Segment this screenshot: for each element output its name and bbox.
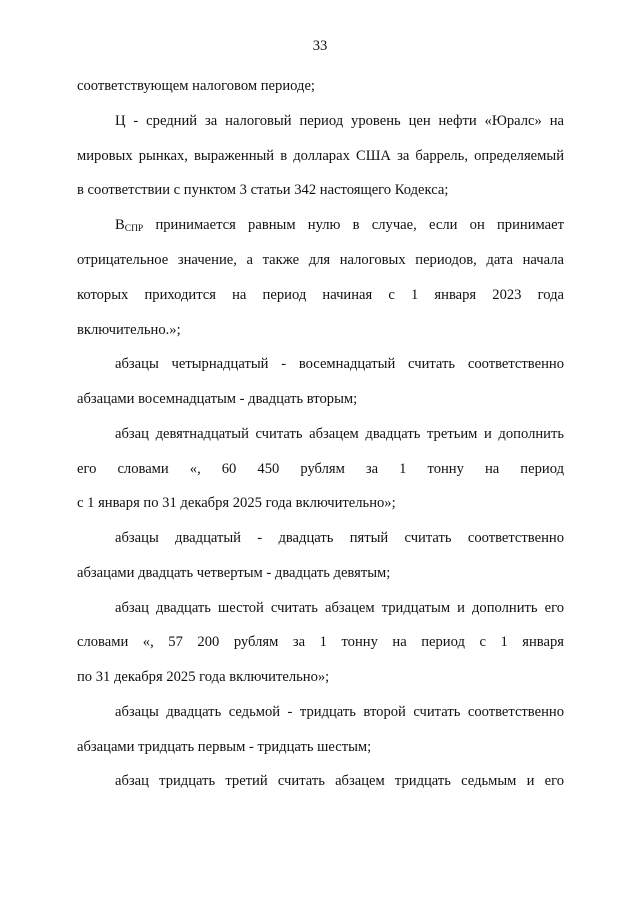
text-line: отрицательное значение, а также для налоговых периодов, дата начала <box>77 252 564 268</box>
text-line: абзац двадцать шестой считать абзацем тридцатым и дополнить его <box>115 600 564 616</box>
text-line: по 31 декабря 2025 года включительно»; <box>77 669 330 685</box>
text-line: абзац тридцать третий считать абзацем тридцать седьмым и его <box>115 773 564 789</box>
text-segment: принимается равным нулю в случае, если он принимает <box>143 217 564 233</box>
text-line: мировых рынках, выраженный в долларах США за баррель, определяемый <box>77 148 564 164</box>
text-line: абзацами двадцать четвертым - двадцать девятым; <box>77 565 391 581</box>
text-line: Ц - средний за налоговый период уровень цен нефти «Юралс» на <box>115 113 564 129</box>
text-line: абзацами восемнадцатым - двадцать вторым; <box>77 391 358 407</box>
text-line <box>115 215 564 235</box>
text-line: абзацы двадцать седьмой - тридцать второй считать соответственно <box>115 704 564 720</box>
text-line: абзацы четырнадцатый - восемнадцатый считать соответственно <box>115 356 564 372</box>
text-line: соответствующем налоговом периоде; <box>77 78 315 94</box>
text-line: словами «, 57 200 рублям за 1 тонну на период с 1 января <box>77 634 564 650</box>
text-line: абзац девятнадцатый считать абзацем двадцать третьим и дополнить <box>115 426 564 442</box>
text-line: включительно.»; <box>77 322 181 338</box>
text-line: его словами «, 60 450 рублям за 1 тонну на период <box>77 461 564 477</box>
text-line: с 1 января по 31 декабря 2025 года включительно»; <box>77 495 396 511</box>
text-line: абзацами тридцать первым - тридцать шестым; <box>77 739 372 755</box>
formula-symbol: B <box>115 217 125 233</box>
text-line: в соответствии с пунктом 3 статьи 342 настоящего Кодекса; <box>77 182 449 198</box>
page-number: 33 <box>312 38 328 54</box>
text-line: которых приходится на период начиная с 1 января 2023 года <box>77 287 564 303</box>
text-line: абзацы двадцатый - двадцать пятый считать соответственно <box>115 530 564 546</box>
formula-subscript: СПР <box>124 224 144 234</box>
